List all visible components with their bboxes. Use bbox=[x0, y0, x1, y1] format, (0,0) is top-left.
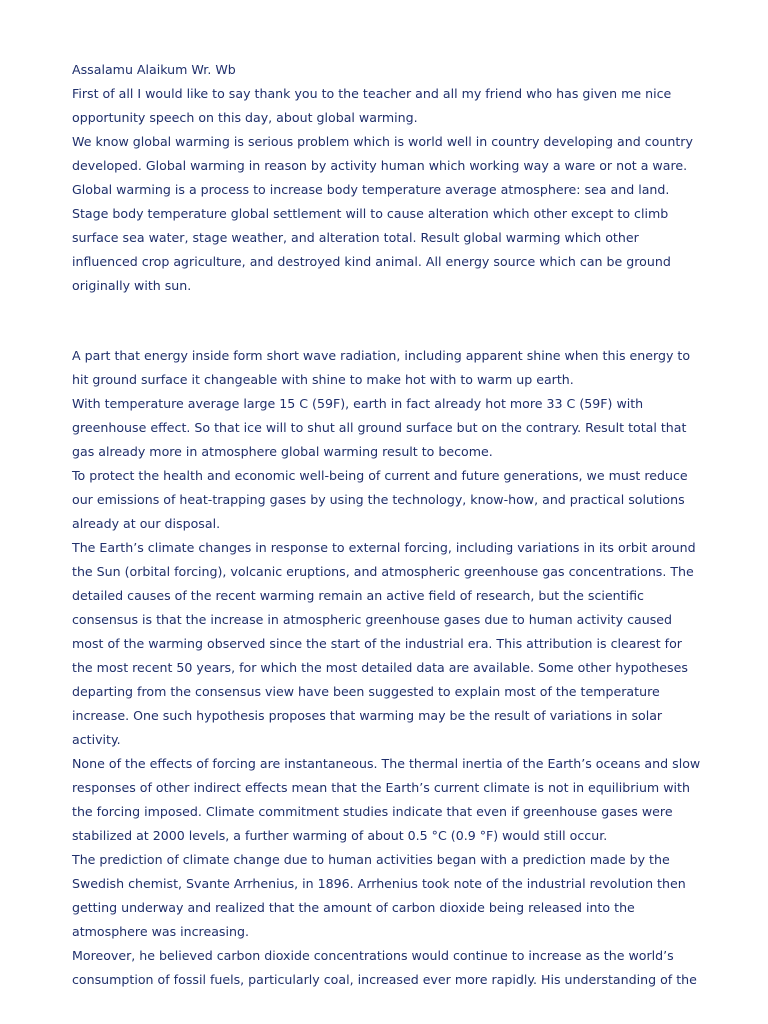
paragraph-problem: We know global warming is serious problem which is world well in country developing and country developed. Global warming in reason by activity human which working way a ware or not a ware. bbox=[72, 134, 693, 173]
paragraph-inertia: None of the effects of forcing are instantaneous. The thermal inertia of the Earth’s oceans and slow responses of other indirect effects mean that the Earth’s current climate is not in equilibrium with the forcing imposed. Climate commitment studies indicate that even if greenhouse gases were stabilized at 2000 levels, a further warming of about 0.5 °C (0.9 °F) would still occur. bbox=[72, 756, 701, 843]
paragraph-arrhenius: The prediction of climate change due to human activities began with a prediction made by the Swedish chemist, Svante Arrhenius, in 1896. Arrhenius took note of the industrial revolution then getting underway and realized that the amount of carbon dioxide being released into the atmosphere was increasing. bbox=[72, 852, 686, 939]
paragraph-process: Global warming is a process to increase body temperature average atmosphere: sea and land. Stage body temperature global settlement will to cause alteration which other except to climb surface sea water, stage weather, and alteration total. Result global warming which other influenced crop agriculture, and destroyed kind animal. All energy source which can be ground originally with sun. bbox=[72, 182, 671, 293]
paragraph-gap bbox=[72, 298, 704, 344]
paragraph-fossil-fuels: Moreover, he believed carbon dioxide concentrations would continue to increase as the world’s consumption of fossil fuels, particularly coal, increased ever more rapidly. His understanding of the bbox=[72, 948, 697, 987]
document-page bbox=[72, 58, 704, 992]
greeting-line: Assalamu Alaikum Wr. Wb bbox=[72, 62, 236, 77]
paragraph-thanks: First of all I would like to say thank you to the teacher and all my friend who has given me nice opportunity speech on this day, about global warming. bbox=[72, 86, 672, 125]
paragraph-temperature: With temperature average large 15 C (59F), earth in fact already hot more 33 C (59F) with greenhouse effect. So that ice will to shut all ground surface but on the contrary. Result total that gas already more in atmosphere global warming result to become. bbox=[72, 396, 687, 459]
paragraph-forcing: The Earth’s climate changes in response to external forcing, including variations in its orbit around the Sun (orbital forcing), volcanic eruptions, and atmospheric greenhouse gas concentrations. The detailed causes of the recent warming remain an active field of research, but the scientific consensus is that the increase in atmospheric greenhouse gases due to human activity caused most of the warming observed since the start of the industrial era. This attribution is clearest for the most recent 50 years, for which the most detailed data are available. Some other hypotheses departing from the consensus view have been suggested to explain most of the temperature increase. One such hypothesis proposes that warming may be the result of variations in solar activity. bbox=[72, 540, 696, 747]
paragraph-protect: To protect the health and economic well-being of current and future generations, we must reduce our emissions of heat-trapping gases by using the technology, know-how, and practical solutions already at our disposal. bbox=[72, 468, 688, 531]
paragraph-radiation: A part that energy inside form short wave radiation, including apparent shine when this energy to hit ground surface it changeable with shine to make hot with to warm up earth. bbox=[72, 348, 691, 387]
